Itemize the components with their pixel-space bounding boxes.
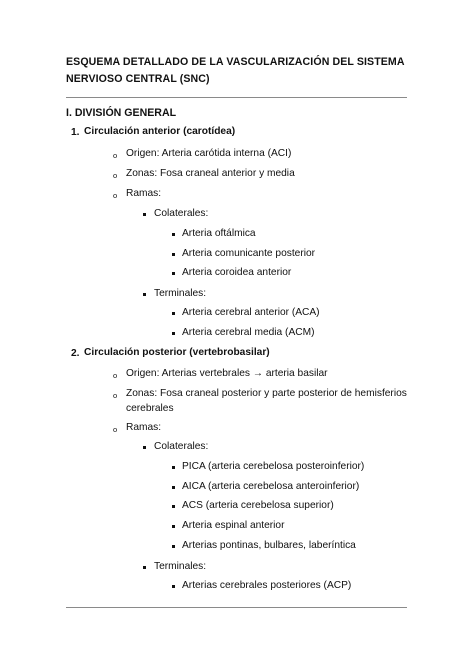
- section-heading: I. DIVISIÓN GENERAL: [66, 107, 177, 119]
- anterior-colateral-item: Arteria comunicante posterior: [182, 248, 316, 259]
- anterior-colateral-item: Arteria coroidea anterior: [182, 267, 292, 278]
- square-bullet-icon: [172, 525, 175, 528]
- square-bullet-icon: [172, 272, 175, 275]
- posterior-colateral-item: ACS (arteria cerebelosa superior): [182, 500, 334, 511]
- posterior-ramas: Ramas:: [126, 422, 162, 433]
- square-bullet-icon: [172, 233, 175, 236]
- square-bullet-icon: [143, 566, 146, 569]
- square-bullet-icon: [172, 505, 175, 508]
- posterior-terminales-label: Terminales:: [154, 561, 207, 572]
- circle-bullet-icon: o: [113, 391, 118, 400]
- square-bullet-icon: [143, 213, 146, 216]
- circle-bullet-icon: o: [113, 425, 118, 434]
- posterior-title: Circulación posterior (vertebrobasilar): [84, 347, 270, 358]
- posterior-colateral-item: PICA (arteria cerebelosa posteroinferior): [182, 461, 365, 472]
- circle-bullet-icon: o: [113, 171, 118, 180]
- posterior-colateral-item: Arteria espinal anterior: [182, 520, 285, 531]
- anterior-colateral-item: Arteria oftálmica: [182, 228, 256, 239]
- anterior-terminal-item: Arteria cerebral media (ACM): [182, 327, 315, 338]
- anterior-ramas: Ramas:: [126, 188, 162, 199]
- posterior-terminal-item: Arterias cerebrales posteriores (ACP): [182, 580, 352, 591]
- anterior-title: Circulación anterior (carotídea): [84, 126, 236, 137]
- circle-bullet-icon: o: [113, 191, 118, 200]
- square-bullet-icon: [143, 446, 146, 449]
- square-bullet-icon: [143, 293, 146, 296]
- posterior-colateral-item: AICA (arteria cerebelosa anteroinferior): [182, 481, 360, 492]
- list-number: 2.: [71, 348, 80, 359]
- square-bullet-icon: [172, 545, 175, 548]
- circle-bullet-icon: o: [113, 371, 118, 380]
- bottom-divider: [66, 607, 407, 608]
- document-title: ESQUEMA DETALLADO DE LA VASCULARIZACIÓN DEL SISTEMA NERVIOSO CENTRAL (SNC): [66, 56, 405, 85]
- circle-bullet-icon: o: [113, 151, 118, 160]
- posterior-colaterales-label: Colaterales:: [154, 441, 209, 452]
- posterior-origen: Origen: Arterias vertebrales → arteria basilar: [126, 368, 328, 379]
- list-number: 1.: [71, 127, 80, 138]
- top-divider: [66, 97, 407, 98]
- square-bullet-icon: [172, 466, 175, 469]
- anterior-colaterales-label: Colaterales:: [154, 208, 209, 219]
- square-bullet-icon: [172, 332, 175, 335]
- anterior-terminales-label: Terminales:: [154, 288, 207, 299]
- square-bullet-icon: [172, 486, 175, 489]
- anterior-zonas: Zonas: Fosa craneal anterior y media: [126, 168, 295, 179]
- posterior-colateral-item: Arterias pontinas, bulbares, laberíntica: [182, 540, 356, 551]
- square-bullet-icon: [172, 585, 175, 588]
- posterior-zonas: Zonas: Fosa craneal posterior y parte posterior de hemisferios cerebrales: [126, 388, 407, 414]
- square-bullet-icon: [172, 312, 175, 315]
- square-bullet-icon: [172, 253, 175, 256]
- anterior-origen: Origen: Arteria carótida interna (ACI): [126, 148, 292, 159]
- anterior-terminal-item: Arteria cerebral anterior (ACA): [182, 307, 320, 318]
